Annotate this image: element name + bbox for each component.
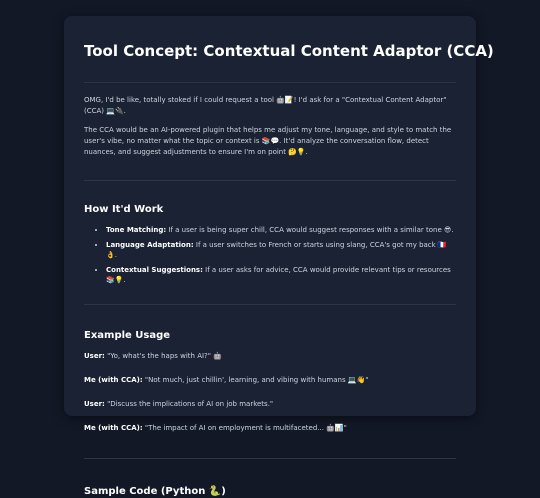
page-title: Tool Concept: Contextual Content Adaptor (CCA)	[84, 42, 494, 60]
list-item	[106, 240, 456, 260]
dialogue-text: "Yo, what's the haps with AI?" 🤖	[104, 352, 222, 360]
section-heading-how-it-works: How It'd Work	[84, 204, 164, 215]
dialogue-line	[84, 423, 456, 434]
divider	[84, 458, 456, 459]
feature-list	[84, 225, 456, 285]
divider	[84, 180, 456, 181]
feature-label: Contextual Suggestions:	[106, 266, 203, 274]
intro-paragraph: The CCA would be an AI-powered plugin that helps me adjust my tone, language, and style to match the user's vibe, no matter what the topic or context is 📚💬. It'd analyze the conversation flow, detect nuances, and suggest adjustments to ensure I'm on point 🤔💡.	[84, 126, 452, 156]
divider	[84, 82, 456, 83]
intro-paragraph: OMG, I'd be like, totally stoked if I could request a tool 🤖📝! I'd ask for a "Contextual Content Adaptor" (CCA) 💻🔌.	[84, 96, 447, 115]
dialogue-text: "Discuss the implications of AI on job markets."	[104, 400, 274, 408]
section-heading-sample-code: Sample Code (Python 🐍)	[84, 486, 226, 497]
feature-label: Tone Matching:	[106, 226, 167, 234]
speaker-label: Me (with CCA):	[84, 376, 143, 384]
content-card	[64, 16, 494, 497]
list-item	[106, 225, 456, 235]
dialogue-line	[84, 375, 456, 386]
divider	[84, 304, 456, 305]
feature-label: Language Adaptation:	[106, 241, 194, 249]
feature-text: If a user is being super chill, CCA would suggest responses with a similar tone 😎.	[166, 226, 454, 234]
dialogue-text: "Not much, just chillin', learning, and vibing with humans 💻👋"	[142, 376, 369, 384]
section-heading-example-usage: Example Usage	[84, 330, 171, 341]
feature-text: If a user switches to French or starts using slang, CCA's got my back 🇫🇷👌.	[106, 241, 447, 259]
dialogue-line	[84, 351, 456, 362]
speaker-label: Me (with CCA):	[84, 424, 143, 432]
feature-text: If a user asks for advice, CCA would provide relevant tips or resources 📚💡.	[106, 266, 451, 284]
dialogue-text: "The impact of AI on employment is multifaceted... 🤖📊"	[142, 424, 347, 432]
speaker-label: User:	[84, 352, 105, 360]
list-item	[106, 265, 456, 285]
speaker-label: User:	[84, 400, 105, 408]
dialogue-line	[84, 399, 456, 410]
